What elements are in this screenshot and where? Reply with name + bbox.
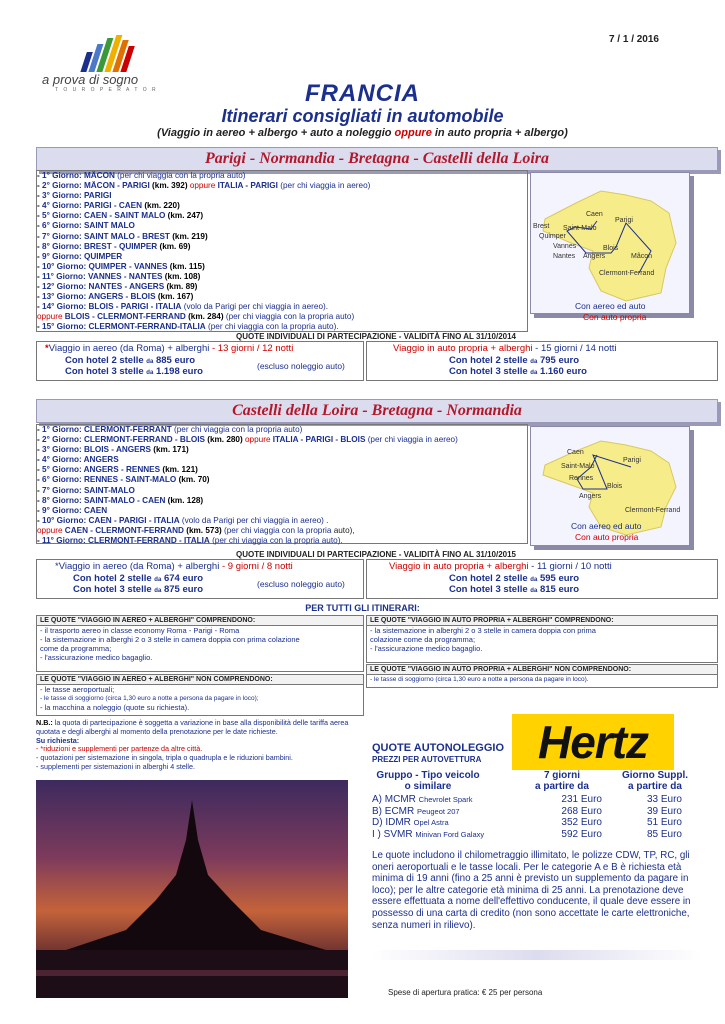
tour1-caption-car: Con auto propria bbox=[583, 312, 647, 322]
tour2-quote-header: QUOTE INDIVIDUALI DI PARTECIPAZIONE - VALIDITÀ FINO AL 31/10/2015 bbox=[235, 550, 517, 559]
logo-subtitle: T O U R O P E R A T O R bbox=[55, 87, 158, 93]
tour1-map: Caen Parigi Brest Saint-Malo Quimper Vannes Nantes Angers Blois Mâcon Clermont-Ferrand Con aereo ed auto Con auto propria bbox=[530, 172, 690, 314]
nb-notes: N.B.: la quota di partecipazione è soggetta a variazione in base alla disponibilità delle tariffa aerea quotata e degli alberghi al momento della prenotazione per le date richieste. Su richiesta: - *riduzioni e supplementi per partenze da altre città. - quotazioni per sistemazione in singola, tripla o quadrupla e le riduzioni bambini. - supplementi per sistemazioni in alberghi 4 stelle. bbox=[36, 718, 349, 771]
divider bbox=[372, 950, 702, 960]
tour1-quote-header: QUOTE INDIVIDUALI DI PARTECIPAZIONE - VALIDITÀ FINO AL 31/10/2014 bbox=[235, 332, 517, 341]
tour1-car-quote: Viaggio in auto propria + alberghi - 15 giorni / 14 notti Con hotel 2 stelle da 795 euro Con hotel 3 stelle da 1.160 euro bbox=[366, 341, 718, 381]
tour2-caption-air: Con aereo ed auto bbox=[571, 521, 642, 531]
tour1-caption-air: Con aereo ed auto bbox=[575, 301, 646, 311]
all-itineraries-header: PER TUTTI GLI ITINERARI: bbox=[305, 603, 420, 613]
tour1-title-band: Parigi - Normandia - Bretagna - Castelli della Loira bbox=[36, 147, 718, 171]
mont-saint-michel-photo bbox=[36, 780, 348, 998]
tour2-itinerary: - 1° Giorno: CLERMONT-FERRANT (per chi viaggia con la propria auto) - 2° Giorno: CLERMONT-FERRAND - BLOIS (km. 280) oppure ITALIA - PARIGI - BLOIS (per chi viaggia in aereo) - 3° Giorno: BLOIS - ANGERS (km. 171) - 4° Giorno: ANGERS - 5° Giorno: ANGERS - RENNES (km. 121) - 6° Giorno: RENNES - SAINT-MALO (km. 70) - 7° Giorno: SAINT-MALO - 8° Giorno: SAINT-MALO - CAEN (km. 128) - 9° Giorno: CAEN - 10° Giorno: CAEN - PARIGI - ITALIA (volo da Parigi per chi viaggia in aereo) . oppure CAEN - CLERMONT-FERRAND (km. 573) (per chi viaggia con la propria auto), - 11° Giorno: CLERMONT-FERRAND - ITALIA (per chi viaggia con la propria auto). bbox=[36, 424, 528, 544]
air-includes-box: LE QUOTE "VIAGGIO IN AEREO + ALBERGHI" COMPRENDONO: - il trasporto aereo in classe economy Roma - Parigi - Roma - la sistemazione in alberghi 2 o 3 stelle in camera doppia con prima colazione come da programma; - l'assicurazione medico bagaglio. bbox=[36, 615, 364, 672]
tour2-air-quote: *Viaggio in aereo (da Roma) + alberghi - 9 giorni / 8 notti Con hotel 2 stelle da 674 euro Con hotel 3 stelle da 875 euro (escluso noleggio auto) bbox=[36, 559, 364, 599]
table-row: D) IDMR Opel Astra 352 Euro 51 Euro bbox=[372, 817, 682, 828]
tour2-map: Caen Parigi Saint-Malo Rennes Blois Angers Clermont-Ferrand Con aereo ed auto Con auto propria bbox=[530, 426, 690, 546]
rental-notes: Le quote includono il chilometraggio illimitato, le polizze CDW, TP, RC, gli oneri aeroportuali e le tasse locali. Per le categorie A e B è richiesta età minima di 19 anni (fino a 25 anni è previsto un supplemento da pagare in loco); per le altre categorie età minima di 25 anni. La prenotazione deve essere effettuata a nome dell'effettivo conducente, il quale deve essere in possesso di una carta di credito (non sono accettate le carte elettroniche, senza numeri in rilievo). bbox=[372, 850, 691, 931]
car-rental-subtitle: PREZZI PER AUTOVETTURA bbox=[372, 755, 482, 764]
abbey-silhouette-icon bbox=[36, 780, 348, 998]
tagline: (Viaggio in aereo + albergo + auto a noleggio oppure in auto propria + albergo) bbox=[157, 127, 568, 139]
tour2-caption-car: Con auto propria bbox=[575, 532, 639, 542]
tour2-title-band: Castelli della Loira - Bretagna - Normandia bbox=[36, 399, 718, 423]
tour1-itinerary: - 1° Giorno: MÂCON (per chi viaggia con la propria auto) - 2° Giorno: MÂCON - PARIGI (km. 392) oppure ITALIA - PARIGI (per chi viaggia in aereo) - 3° Giorno: PARIGI - 4° Giorno: PARIGI - CAEN (km. 220) - 5° Giorno: CAEN - SAINT MALO (km. 247) - 6° Giorno: SAINT MALO - 7° Giorno: SAINT MALO - BREST (km. 219) - 8° Giorno: BREST - QUIMPER (km. 69) - 9° Giorno: QUIMPER - 10° Giorno: QUIMPER - VANNES (km. 115) - 11° Giorno: VANNES - NANTES (km. 108) - 12° Giorno: NANTES - ANGERS (km. 89) - 13° Giorno: ANGERS - BLOIS (km. 167) - 14° Giorno: BLOIS - PARIGI - ITALIA (volo da Parigi per chi viaggia in aereo). oppure BLOIS - CLERMONT-FERRAND (km. 284) (per chi viaggia con la propria auto) - 15° Giorno: CLERMONT-FERRAND-ITALIA (per chi viaggia con la propria auto). bbox=[36, 170, 528, 332]
table-row: B) ECMR Peugeot 207 268 Euro 39 Euro bbox=[372, 805, 682, 817]
car-rental-title: QUOTE AUTONOLEGGIO bbox=[372, 742, 505, 754]
rental-table bbox=[372, 794, 702, 840]
col-week-header: 7 giorni a partire da bbox=[535, 770, 589, 792]
table-row: A) MCMR Chevrolet Spark 231 Euro 33 Euro bbox=[372, 794, 682, 805]
air-excludes-box: LE QUOTE "VIAGGIO IN AEREO + ALBERGHI" NON COMPRENDONO: - le tasse aeroportuali; - le tasse di soggiorno (circa 1,30 euro a notte a persona da pagare in loco); - la macchina a noleggio (quote su richiesta). bbox=[36, 674, 364, 716]
col-vehicle-header: Gruppo - Tipo veicolo o similare bbox=[376, 770, 480, 792]
table-row: I ) SVMR Minivan Ford Galaxy 592 Euro 85 Euro bbox=[372, 828, 682, 840]
car-excludes-box: LE QUOTE "VIAGGIO IN AUTO PROPRIA + ALBERGHI" NON COMPRENDONO: - le tasse di soggiorno (circa 1,30 euro a notte a persona da pagare in loco). bbox=[366, 664, 718, 688]
logo-name: a prova di sogno bbox=[42, 72, 139, 87]
tour2-car-quote: Viaggio in auto propria + alberghi - 11 giorni / 10 notti Con hotel 2 stelle da 595 euro Con hotel 3 stelle da 815 euro bbox=[366, 559, 718, 599]
fees-note: Spese di apertura pratica: € 25 per persona bbox=[388, 988, 543, 997]
document-date: 7 / 1 / 2016 bbox=[608, 34, 659, 45]
hertz-logo: Hertz bbox=[512, 714, 674, 770]
col-extra-header: Giorno Suppl. a partire da bbox=[621, 770, 689, 792]
car-includes-box: LE QUOTE "VIAGGIO IN AUTO PROPRIA + ALBERGHI" COMPRENDONO: - la sistemazione in alberghi 2 o 3 stelle in camera doppia con prima colazione come da programma; - l'assicurazione medico bagaglio. bbox=[366, 615, 718, 663]
page-subtitle: Itinerari consigliati in automobile bbox=[221, 106, 504, 126]
page-title: FRANCIA bbox=[305, 80, 420, 107]
tour1-air-quote: *Viaggio in aereo (da Roma) + alberghi - 13 giorni / 12 notti Con hotel 2 stelle da 885 euro Con hotel 3 stelle da 1.198 euro (escluso noleggio auto) bbox=[36, 341, 364, 381]
